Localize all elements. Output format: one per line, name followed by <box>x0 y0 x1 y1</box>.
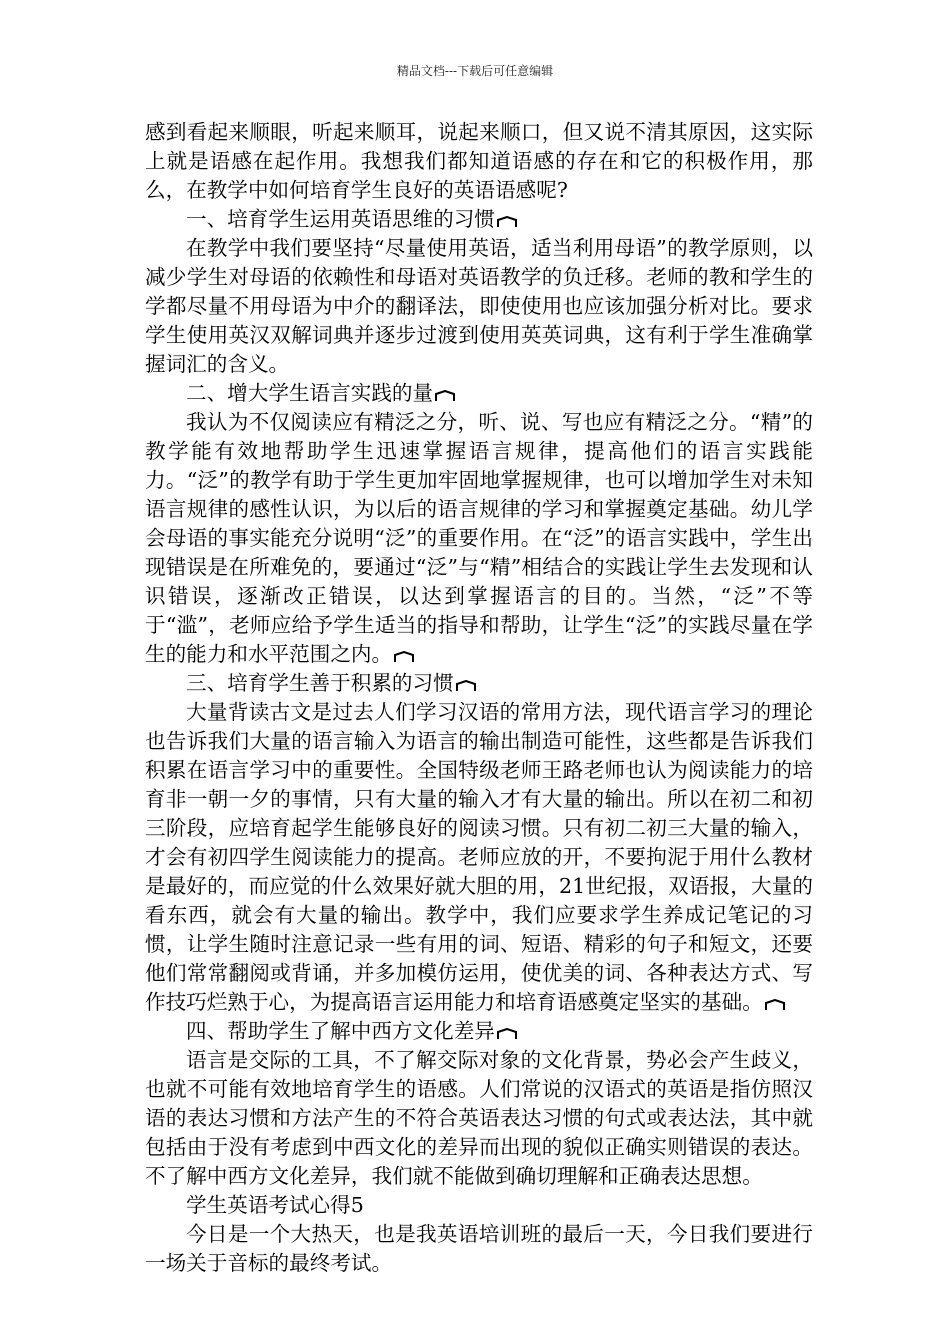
page-header: 精品文档---下载后可任意编辑 <box>396 64 554 78</box>
heading-text: 一、培育学生运用英语思维的习惯 <box>186 207 495 231</box>
paragraph-2 <box>145 408 813 669</box>
paragraph-mark-icon <box>456 680 476 690</box>
paragraph-5 <box>145 1220 813 1278</box>
heading-4 <box>145 1017 813 1046</box>
section-title <box>145 1191 813 1220</box>
document-body <box>145 118 813 1278</box>
section-title-text: 学生英语考试心得5 <box>186 1193 364 1217</box>
paragraph-intro <box>145 118 813 205</box>
paragraph-mark-icon <box>394 651 414 661</box>
paragraph-4 <box>145 1046 813 1191</box>
heading-3 <box>145 669 813 698</box>
paragraph-mark-icon <box>497 216 517 226</box>
paragraph-text: 大量背读古文是过去人们学习汉语的常用方法，现代语言学习的理论也告诉我们大量的语言输入为语言的输出制造可能性，这些都是告诉我们积累在语言学习中的重要性。全国特级老师王路老师也认为阅读能力的培育非一朝一夕的事情，只有大量的输入才有大量的输出。所以在初二和初三阶段，应培育起学生能够良好的阅读习惯。只有初二初三大量的输入，才会有初四学生阅读能力的提高。老师应放的开，不要拘泥于用什么教材是最好的，而应觉的什么效果好就大胆的用，21世纪报，双语报，大量的看东西，就会有大量的输出。教学中，我们应要求学生养成记笔记的习惯，让学生随时注意记录一些有用的词、短语、精彩的句子和短文，还要他们常常翻阅或背诵，并多加模仿运用，使优美的词、各种表达方式、写作技巧烂熟于心，为提高语言运用能力和培育语感奠定坚实的基础。 <box>145 700 813 1014</box>
heading-text: 二、增大学生语言实践的量 <box>186 381 434 405</box>
paragraph-text: 语言是交际的工具，不了解交际对象的文化背景，势必会产生歧义，也就不可能有效地培育学生的语感。人们常说的汉语式的英语是指仿照汉语的表达习惯和方法产生的不符合英语表达习惯的句式或表达法，其中就包括由于没有考虑到中西文化的差异而出现的貌似正确实则错误的表达。不了解中西方文化差异，我们就不能做到确切理解和正确表达思想。 <box>145 1048 813 1188</box>
paragraph-mark-icon <box>765 999 785 1009</box>
heading-1 <box>145 205 813 234</box>
heading-2 <box>145 379 813 408</box>
paragraph-mark-icon <box>497 1028 517 1038</box>
paragraph-text: 感到看起来顺眼，听起来顺耳，说起来顺口，但又说不清其原因，这实际上就是语感在起作用。我想我们都知道语感的存在和它的积极作用，那么，在教学中如何培育学生良好的英语语感呢? <box>145 120 813 202</box>
heading-text: 四、帮助学生了解中西方文化差异 <box>186 1019 495 1043</box>
heading-text: 三、培育学生善于积累的习惯 <box>186 671 454 695</box>
paragraph-mark-icon <box>435 390 455 400</box>
paragraph-3 <box>145 698 813 1017</box>
paragraph-text: 今日是一个大热天，也是我英语培训班的最后一天，今日我们要进行一场关于音标的最终考试。 <box>145 1222 813 1275</box>
paragraph-text: 在教学中我们要坚持“尽量使用英语，适当利用母语”的教学原则，以减少学生对母语的依赖性和母语对英语教学的负迁移。老师的教和学生的学都尽量不用母语为中介的翻译法，即使使用也应该加强分析对比。要求学生使用英汉双解词典并逐步过渡到使用英英词典，这有利于学生准确掌握词汇的含义。 <box>145 236 813 376</box>
paragraph-1 <box>145 234 813 379</box>
paragraph-text: 我认为不仅阅读应有精泛之分，听、说、写也应有精泛之分。“精”的教学能有效地帮助学生迅速掌握语言规律，提高他们的语言实践能力。“泛”的教学有助于学生更加牢固地掌握规律，也可以增加学生对未知语言规律的感性认识，为以后的语言规律的学习和掌握奠定基础。幼儿学会母语的事实能充分说明“泛”的重要作用。在“泛”的语言实践中，学生出现错误是在所难免的，要通过“泛”与“精”相结合的实践让学生去发现和认识错误，逐渐改正错误，以达到掌握语言的目的。当然，“泛”不等于“滥”，老师应给予学生适当的指导和帮助，让学生“泛”的实践尽量在学生的能力和水平范围之内。 <box>145 410 813 666</box>
